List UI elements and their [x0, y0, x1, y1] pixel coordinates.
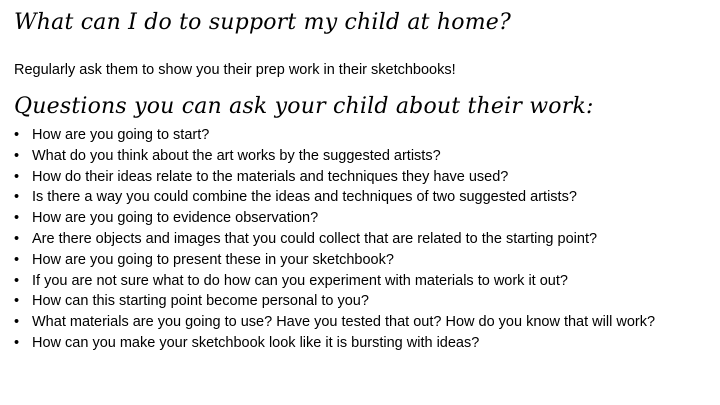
section-heading: Questions you can ask your child about their work: — [14, 94, 594, 119]
question-text: Is there a way you could combine the ideas and techniques of two suggested artists? — [32, 189, 577, 206]
list-item — [14, 208, 714, 229]
list-item — [14, 229, 714, 250]
bullet-icon: • — [14, 127, 20, 143]
question-text: What materials are you going to use? Have you tested that out? How do you know that will work? — [32, 314, 656, 331]
list-item — [14, 146, 714, 167]
bullet-icon: • — [14, 210, 20, 227]
question-text: Are there objects and images that you could collect that are related to the starting point? — [32, 230, 598, 247]
list-item — [14, 291, 714, 312]
list-item — [14, 187, 714, 208]
question-text: What do you think about the art works by the suggested artists? — [32, 147, 441, 164]
list-item — [14, 250, 714, 271]
bullet-icon: • — [14, 314, 20, 331]
page-title: What can I do to support my child at home? — [14, 10, 511, 35]
question-list — [14, 125, 714, 354]
bullet-icon: • — [14, 293, 20, 310]
question-text: How can this starting point become personal to you? — [32, 293, 369, 310]
intro-text: Regularly ask them to show you their prep work in their sketchbooks! — [14, 62, 456, 78]
bullet-icon: • — [14, 147, 20, 164]
list-item — [14, 167, 714, 188]
bullet-icon: • — [14, 168, 20, 185]
bullet-icon: • — [14, 251, 20, 268]
question-text: If you are not sure what to do how can you experiment with materials to work it out? — [32, 272, 568, 289]
bullet-icon: • — [14, 334, 20, 351]
question-text: How are you going to evidence observation? — [32, 210, 319, 227]
list-item — [14, 125, 714, 146]
list-item — [14, 333, 714, 354]
question-text: How can you make your sketchbook look like it is bursting with ideas? — [32, 334, 480, 351]
question-text: How do their ideas relate to the materials and techniques they have used? — [32, 168, 509, 185]
list-item — [14, 312, 714, 333]
question-text: How are you going to start? — [32, 127, 210, 143]
bullet-icon: • — [14, 189, 20, 206]
bullet-icon: • — [14, 230, 20, 247]
list-item — [14, 271, 714, 292]
question-text: How are you going to present these in your sketchbook? — [32, 251, 394, 268]
bullet-icon: • — [14, 272, 20, 289]
